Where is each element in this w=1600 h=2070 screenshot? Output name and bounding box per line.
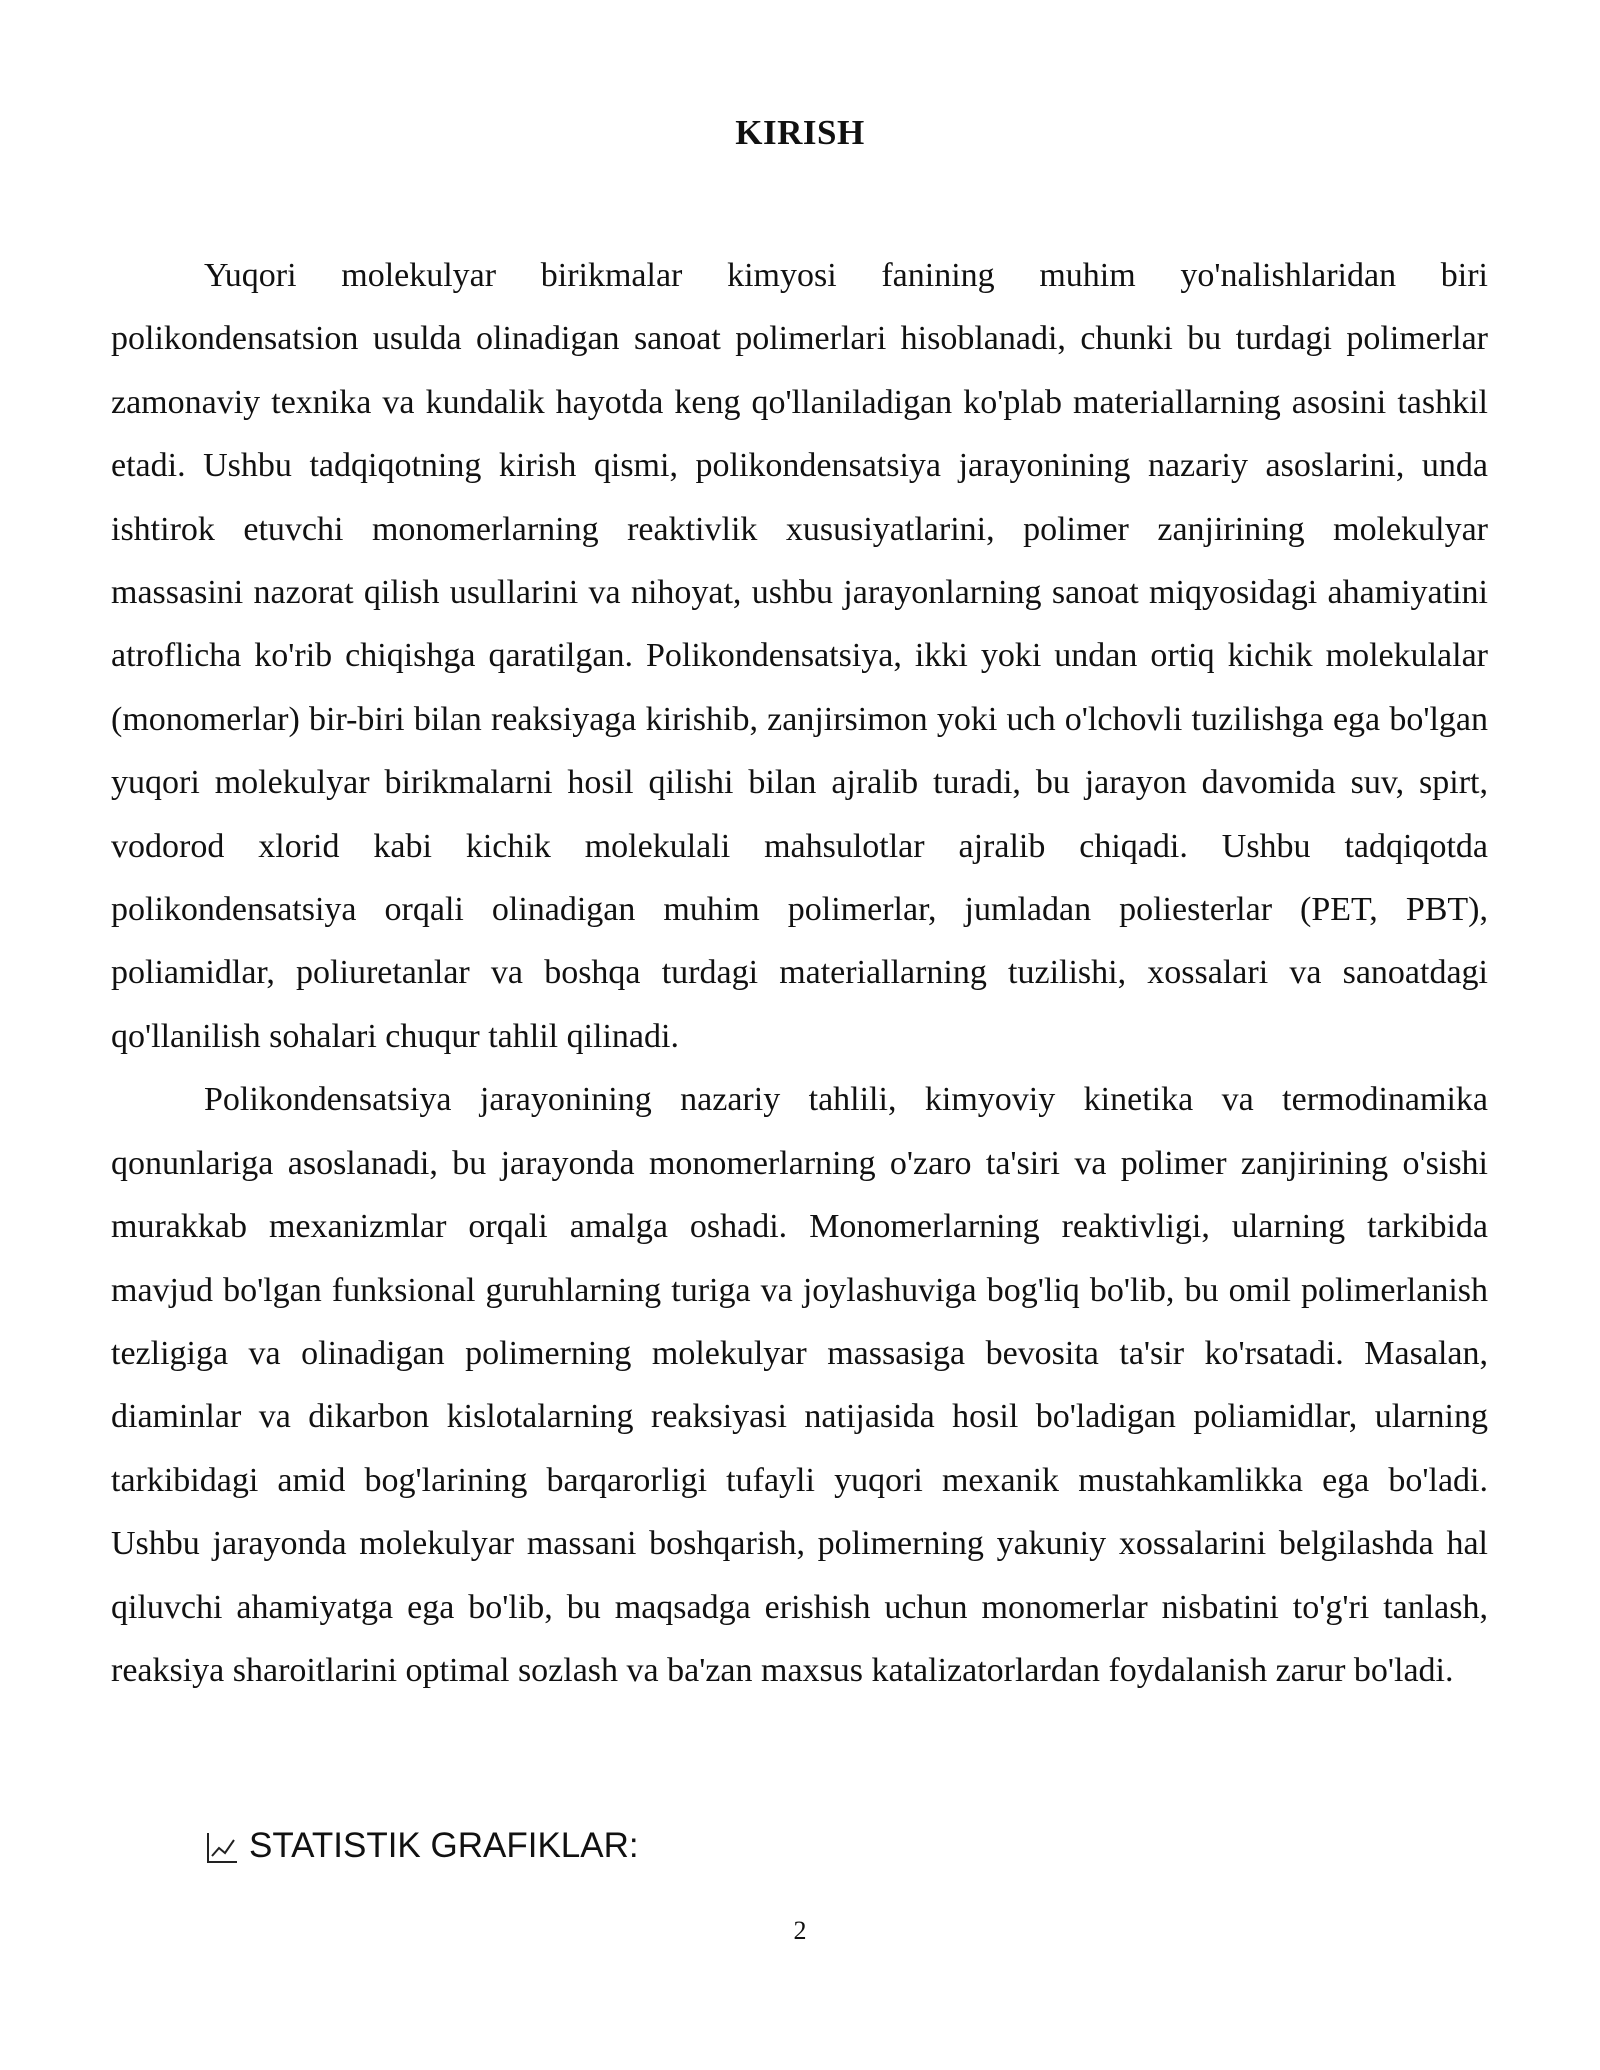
- section-heading: [205, 1821, 639, 1871]
- paragraph-1: Yuqori molekulyar birikmalar kimyosi fanining muhim yo'nalishlaridan biri polikondensatsion usulda olinadigan sanoat polimerlari hisoblanadi, chunki bu turdagi polimerlar zamonaviy texnika va kundalik hayotda keng qo'llaniladigan ko'plab materiallarning asosini tashkil etadi. Ushbu tadqiqotning kirish qismi, polikondensatsiya jarayonining nazariy asoslarini, unda ishtirok etuvchi monomerlarning reaktivlik xususiyatlarini, polimer zanjirining molekulyar massasini nazorat qilish usullarini va nihoyat, ushbu jarayonlarning sanoat miqyosidagi ahamiyatini atroflicha ko'rib chiqishga qaratilgan. Polikondensatsiya, ikki yoki undan ortiq kichik molekulalar (monomerlar) bir-biri bilan reaksiyaga kirishib, zanjirsimon yoki uch o'lchovli tuzilishga ega bo'lgan yuqori molekulyar birikmalarni hosil qilishi bilan ajralib turadi, bu jarayon davomida suv, spirt, vodorod xlorid kabi kichik molekulali mahsulotlar ajralib chiqadi. Ushbu tadqiqotda polikondensatsiya orqali olinadigan muhim polimerlar, jumladan poliesterlar (PET, PBT), poliamidlar, poliuretanlar va boshqa turdagi materiallarning tuzilishi, xossalari va sanoatdagi qo'llanilish sohalari chuqur tahlil qilinadi.: [111, 257, 1488, 1055]
- section-heading-text: STATISTIK GRAFIKLAR:: [249, 1826, 639, 1865]
- chart-increasing-icon: [205, 1829, 239, 1863]
- page-title: KIRISH: [735, 113, 865, 152]
- body-text: [111, 244, 1488, 1702]
- page-number: 2: [793, 1916, 807, 1945]
- paragraph-2: Polikondensatsiya jarayonining nazariy tahlili, kimyoviy kinetika va termodinamika qonunlariga asoslanadi, bu jarayonda monomerlarning o'zaro ta'siri va polimer zanjirining o'sishi murakkab mexanizmlar orqali amalga oshadi. Monomerlarning reaktivligi, ularning tarkibida mavjud bo'lgan funksional guruhlarning turiga va joylashuviga bog'liq bo'lib, bu omil polimerlanish tezligiga va olinadigan polimerning molekulyar massasiga bevosita ta'sir ko'rsatadi. Masalan, diaminlar va dikarbon kislotalarning reaksiyasi natijasida hosil bo'ladigan poliamidlar, ularning tarkibidagi amid bog'larining barqarorligi tufayli yuqori mexanik mustahkamlikka ega bo'ladi. Ushbu jarayonda molekulyar massani boshqarish, polimerning yakuniy xossalarini belgilashda hal qiluvchi ahamiyatga ega bo'lib, bu maqsadga erishish uchun monomerlar nisbatini to'g'ri tanlash, reaksiya sharoitlarini optimal sozlash va ba'zan maxsus katalizatorlardan foydalanish zarur bo'ladi.: [111, 1081, 1488, 1689]
